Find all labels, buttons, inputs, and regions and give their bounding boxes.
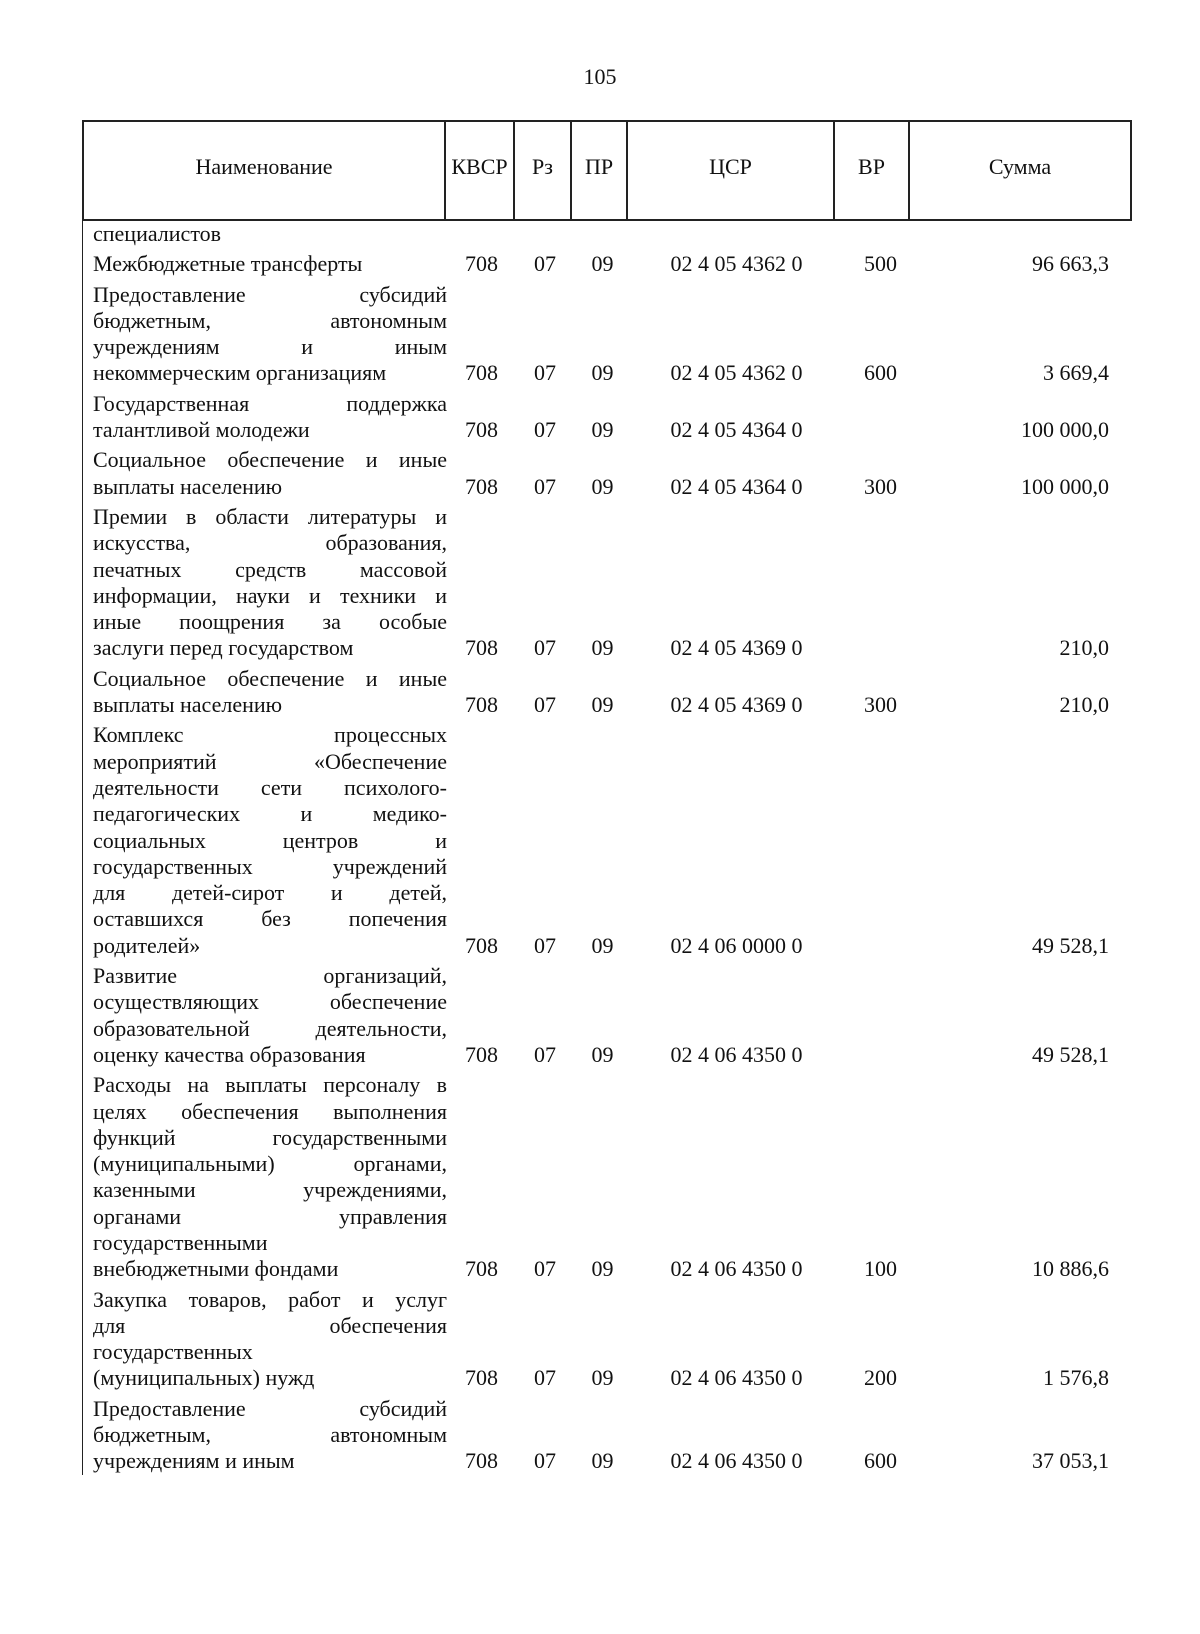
- row-kvsr: 708: [465, 1041, 498, 1067]
- row-kvsr: 708: [465, 1365, 498, 1391]
- row-name: [83, 391, 447, 444]
- table-row: [83, 504, 1131, 662]
- row-pr: 09: [591, 417, 614, 443]
- row-csr: 02 4 05 4364 0: [670, 417, 803, 443]
- row-name-line: казенными учреждениями,: [93, 1177, 447, 1203]
- row-sum: 210,0: [1059, 635, 1109, 661]
- row-name-line: выплаты населению: [93, 473, 283, 499]
- row-name-line: государственными: [93, 1229, 268, 1255]
- row-name-line: социальных центров и: [93, 827, 447, 853]
- row-name-line: оценку качества образования: [93, 1041, 366, 1067]
- page-number: 105: [583, 64, 617, 89]
- header-rz: Рз: [514, 121, 571, 220]
- row-sum: 96 663,3: [1032, 251, 1109, 277]
- row-rz: 07: [534, 692, 556, 718]
- row-name-line: учреждениям и иным: [93, 1448, 295, 1474]
- row-name-line: для обеспечения: [93, 1312, 447, 1338]
- row-name-line: Государственная поддержка: [93, 390, 447, 416]
- row-name-line: Закупка товаров, работ и услуг: [93, 1286, 447, 1312]
- row-name: [83, 447, 447, 500]
- row-name: [83, 1072, 447, 1282]
- row-name-line: Развитие организаций,: [93, 963, 447, 989]
- row-pr: 09: [591, 1041, 614, 1067]
- row-name-line: (муниципальными) органами,: [93, 1151, 447, 1177]
- row-name-line: искусства, образования,: [93, 530, 447, 556]
- row-name: [83, 251, 447, 277]
- row-kvsr: 708: [465, 417, 498, 443]
- row-name: [83, 666, 447, 719]
- row-vr: 300: [864, 473, 897, 499]
- table-row: [83, 282, 1131, 387]
- row-vr: 500: [864, 251, 897, 277]
- row-pr: 09: [591, 473, 614, 499]
- row-name-line: Предоставление субсидий: [93, 281, 447, 307]
- table-row: [83, 391, 1131, 444]
- row-pr: 09: [591, 1365, 614, 1391]
- row-name-line: выплаты населению: [93, 692, 283, 718]
- table-row: [83, 963, 1131, 1068]
- header-pr: ПР: [571, 121, 627, 220]
- row-rz: 07: [534, 1256, 556, 1282]
- row-sum: 3 669,4: [1043, 360, 1109, 386]
- row-rz: 07: [534, 251, 556, 277]
- row-name-line: бюджетным, автономным: [93, 307, 447, 333]
- row-name: [83, 282, 447, 387]
- header-kvsr: КВСР: [445, 121, 514, 220]
- row-name-line: печатных средств массовой: [93, 556, 447, 582]
- row-rz: 07: [534, 1041, 556, 1067]
- row-name-line: государственных учреждений: [93, 853, 447, 879]
- table-row: [83, 447, 1131, 500]
- row-sum: 100 000,0: [1021, 417, 1109, 443]
- row-vr: 100: [864, 1256, 897, 1282]
- row-name-line: деятельности сети психолого-: [93, 774, 447, 800]
- row-name-line: учреждениям и иным: [93, 334, 447, 360]
- table-row: [83, 221, 1131, 247]
- row-rz: 07: [534, 473, 556, 499]
- row-csr: 02 4 06 4350 0: [670, 1256, 803, 1282]
- row-rz: 07: [534, 417, 556, 443]
- row-name-line: Межбюджетные трансферты: [93, 251, 363, 277]
- row-rz: 07: [534, 635, 556, 661]
- row-pr: 09: [591, 635, 614, 661]
- row-vr: 300: [864, 692, 897, 718]
- row-sum: 49 528,1: [1032, 1041, 1109, 1067]
- row-csr: 02 4 05 4369 0: [670, 635, 803, 661]
- row-csr: 02 4 06 4350 0: [670, 1041, 803, 1067]
- row-csr: 02 4 05 4362 0: [670, 360, 803, 386]
- row-vr: 600: [864, 1448, 897, 1474]
- row-name-line: Предоставление субсидий: [93, 1395, 447, 1421]
- row-pr: 09: [591, 692, 614, 718]
- row-name-line: бюджетным, автономным: [93, 1422, 447, 1448]
- row-name: [83, 1287, 447, 1392]
- row-name-line: оставшихся без попечения: [93, 906, 447, 932]
- row-csr: 02 4 05 4364 0: [670, 473, 803, 499]
- row-name-line: мероприятий «Обеспечение: [93, 748, 447, 774]
- row-kvsr: 708: [465, 473, 498, 499]
- row-csr: 02 4 06 0000 0: [670, 932, 803, 958]
- row-name-line: талантливой молодежи: [93, 417, 310, 443]
- row-name-line: функций государственными: [93, 1124, 447, 1150]
- row-pr: 09: [591, 251, 614, 277]
- budget-table-header: [82, 120, 1132, 221]
- row-sum: 37 053,1: [1032, 1448, 1109, 1474]
- row-name-line: Социальное обеспечение и иные: [93, 665, 447, 691]
- row-name-line: Расходы на выплаты персоналу в: [93, 1072, 447, 1098]
- row-csr: 02 4 06 4350 0: [670, 1448, 803, 1474]
- row-name-line: специалистов: [93, 221, 222, 246]
- row-kvsr: 708: [465, 251, 498, 277]
- row-name-line: заслуги перед государством: [93, 635, 354, 661]
- row-pr: 09: [591, 932, 614, 958]
- row-kvsr: 708: [465, 932, 498, 958]
- row-csr: 02 4 05 4362 0: [670, 251, 803, 277]
- row-kvsr: 708: [465, 635, 498, 661]
- row-name-line: осуществляющих обеспечение: [93, 989, 447, 1015]
- table-row: [83, 1396, 1131, 1475]
- row-name-line: (муниципальных) нужд: [93, 1365, 315, 1391]
- row-name: [83, 1396, 447, 1475]
- row-sum: 100 000,0: [1021, 473, 1109, 499]
- budget-table-body: [82, 221, 1131, 1475]
- row-csr: 02 4 06 4350 0: [670, 1365, 803, 1391]
- row-kvsr: 708: [465, 692, 498, 718]
- row-name-line: для детей-сирот и детей,: [93, 880, 447, 906]
- row-name-line: Социальное обеспечение и иные: [93, 447, 447, 473]
- table-row: [83, 1287, 1131, 1392]
- row-pr: 09: [591, 1448, 614, 1474]
- header-vr: ВР: [834, 121, 909, 220]
- row-pr: 09: [591, 1256, 614, 1282]
- row-name-line: педагогических и медико-: [93, 801, 447, 827]
- table-row: [83, 666, 1131, 719]
- row-name-line: образовательной деятельности,: [93, 1015, 447, 1041]
- row-csr: 02 4 05 4369 0: [670, 692, 803, 718]
- row-name: [83, 504, 447, 662]
- row-kvsr: 708: [465, 360, 498, 386]
- row-kvsr: 708: [465, 1256, 498, 1282]
- row-name: [83, 722, 447, 959]
- row-name-line: родителей»: [93, 932, 201, 958]
- row-sum: 49 528,1: [1032, 932, 1109, 958]
- row-name-line: государственных: [93, 1339, 253, 1365]
- row-vr: 200: [864, 1365, 897, 1391]
- row-name: [83, 963, 447, 1068]
- row-name-line: органами управления: [93, 1203, 447, 1229]
- row-name: [83, 221, 447, 247]
- row-name-line: иные поощрения за особые: [93, 609, 447, 635]
- row-name-line: информации, науки и техники и: [93, 582, 447, 608]
- table-row: [83, 251, 1131, 277]
- header-csr: ЦСР: [627, 121, 834, 220]
- row-name-line: Премии в области литературы и: [93, 503, 447, 529]
- table-row: [83, 1072, 1131, 1282]
- row-rz: 07: [534, 1365, 556, 1391]
- row-name-line: внебюджетными фондами: [93, 1256, 339, 1282]
- row-name-line: Комплекс процессных: [93, 722, 447, 748]
- row-name-line: целях обеспечения выполнения: [93, 1098, 447, 1124]
- row-rz: 07: [534, 932, 556, 958]
- row-kvsr: 708: [465, 1448, 498, 1474]
- row-sum: 10 886,6: [1032, 1256, 1109, 1282]
- row-rz: 07: [534, 1448, 556, 1474]
- row-sum: 1 576,8: [1043, 1365, 1109, 1391]
- row-name-line: некоммерческим организациям: [93, 360, 387, 386]
- row-vr: 600: [864, 360, 897, 386]
- header-name: Наименование: [83, 121, 445, 220]
- row-pr: 09: [591, 360, 614, 386]
- table-row: [83, 722, 1131, 959]
- row-sum: 210,0: [1059, 692, 1109, 718]
- header-sum: Сумма: [909, 121, 1131, 220]
- row-rz: 07: [534, 360, 556, 386]
